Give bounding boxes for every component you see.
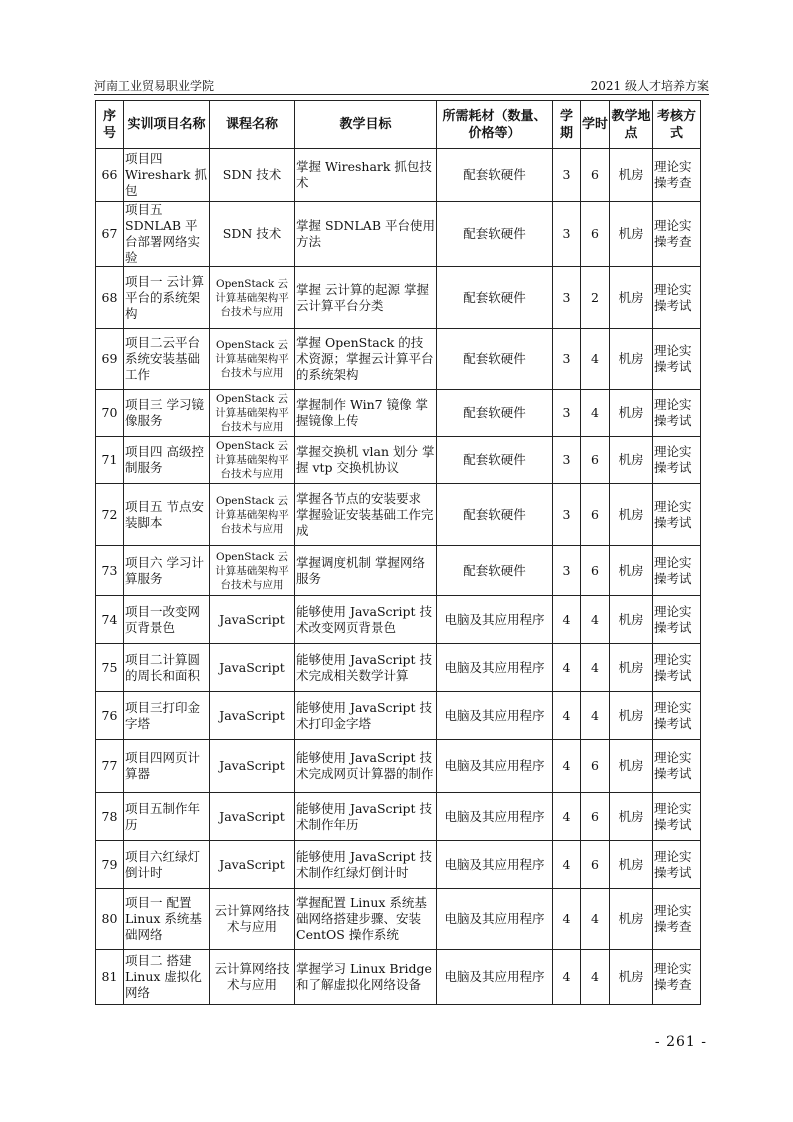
- cell-assessment: 理论实操考查: [653, 202, 701, 267]
- cell-teaching-goal: 能够使用 JavaScript 技术制作红绿灯倒计时: [295, 841, 437, 889]
- page-header: [94, 76, 709, 95]
- cell-row-number: 68: [96, 267, 124, 329]
- cell-project-name: 项目三 学习镜像服务: [124, 390, 210, 437]
- cell-term: 4: [553, 692, 581, 740]
- cell-materials: 电脑及其应用程序: [437, 841, 553, 889]
- cell-materials: 配套软硬件: [437, 437, 553, 484]
- cell-project-name: 项目四 Wireshark 抓包: [124, 149, 210, 202]
- table-header-row: [96, 101, 701, 149]
- cell-assessment: 理论实操考试: [653, 841, 701, 889]
- col-header-place: 教学地点: [610, 101, 653, 149]
- cell-place: 机房: [610, 437, 653, 484]
- cell-materials: 配套软硬件: [437, 390, 553, 437]
- cell-row-number: 78: [96, 793, 124, 841]
- table-row: [96, 390, 701, 437]
- cell-project-name: 项目一 云计算平台的系统架构: [124, 267, 210, 329]
- cell-term: 4: [553, 596, 581, 644]
- table-row: [96, 644, 701, 692]
- cell-teaching-goal: 能够使用 JavaScript 技术改变网页背景色: [295, 596, 437, 644]
- cell-materials: 电脑及其应用程序: [437, 644, 553, 692]
- cell-materials: 电脑及其应用程序: [437, 692, 553, 740]
- col-header-hours: 学时: [581, 101, 610, 149]
- cell-teaching-goal: 掌握交换机 vlan 划分 掌握 vtp 交换机协议: [295, 437, 437, 484]
- cell-place: 机房: [610, 692, 653, 740]
- cell-place: 机房: [610, 267, 653, 329]
- page-number: - 261 -: [654, 1034, 707, 1050]
- cell-hours: 2: [581, 267, 610, 329]
- cell-term: 3: [553, 546, 581, 596]
- col-header-assess: 考核方式: [653, 101, 701, 149]
- cell-assessment: 理论实操考查: [653, 149, 701, 202]
- cell-place: 机房: [610, 390, 653, 437]
- cell-place: 机房: [610, 202, 653, 267]
- cell-teaching-goal: 能够使用 JavaScript 技术完成相关数学计算: [295, 644, 437, 692]
- table-row: [96, 202, 701, 267]
- cell-materials: 配套软硬件: [437, 484, 553, 546]
- cell-project-name: 项目六红绿灯倒计时: [124, 841, 210, 889]
- cell-course-name: JavaScript: [210, 793, 295, 841]
- cell-assessment: 理论实操考试: [653, 692, 701, 740]
- cell-project-name: 项目二云平台系统安装基础工作: [124, 329, 210, 390]
- cell-place: 机房: [610, 740, 653, 793]
- cell-assessment: 理论实操考试: [653, 329, 701, 390]
- cell-term: 4: [553, 644, 581, 692]
- cell-hours: 6: [581, 149, 610, 202]
- cell-materials: 电脑及其应用程序: [437, 740, 553, 793]
- cell-place: 机房: [610, 329, 653, 390]
- cell-row-number: 79: [96, 841, 124, 889]
- cell-project-name: 项目四网页计算器: [124, 740, 210, 793]
- cell-row-number: 75: [96, 644, 124, 692]
- col-header-term: 学期: [553, 101, 581, 149]
- cell-place: 机房: [610, 644, 653, 692]
- cell-teaching-goal: 掌握配置 Linux 系统基础网络搭建步骤、安装 CentOS 操作系统: [295, 889, 437, 950]
- cell-place: 机房: [610, 546, 653, 596]
- cell-place: 机房: [610, 889, 653, 950]
- cell-course-name: SDN 技术: [210, 202, 295, 267]
- cell-term: 4: [553, 841, 581, 889]
- cell-assessment: 理论实操考试: [653, 437, 701, 484]
- table-row: [96, 437, 701, 484]
- col-header-goal: 教学目标: [295, 101, 437, 149]
- cell-assessment: 理论实操考试: [653, 596, 701, 644]
- table-row: [96, 546, 701, 596]
- cell-row-number: 71: [96, 437, 124, 484]
- cell-hours: 4: [581, 889, 610, 950]
- cell-term: 4: [553, 889, 581, 950]
- cell-project-name: 项目五制作年历: [124, 793, 210, 841]
- table-row: [96, 793, 701, 841]
- cell-term: 3: [553, 149, 581, 202]
- table-body: [96, 149, 701, 1005]
- cell-assessment: 理论实操考查: [653, 889, 701, 950]
- cell-row-number: 67: [96, 202, 124, 267]
- cell-teaching-goal: 能够使用 JavaScript 技术完成网页计算器的制作: [295, 740, 437, 793]
- cell-course-name: JavaScript: [210, 596, 295, 644]
- cell-assessment: 理论实操考试: [653, 390, 701, 437]
- cell-hours: 6: [581, 793, 610, 841]
- cell-row-number: 80: [96, 889, 124, 950]
- cell-term: 3: [553, 267, 581, 329]
- cell-hours: 6: [581, 202, 610, 267]
- cell-assessment: 理论实操考试: [653, 546, 701, 596]
- cell-course-name: 云计算网络技术与应用: [210, 950, 295, 1005]
- col-header-material: 所需耗材（数量、价格等）: [437, 101, 553, 149]
- cell-row-number: 66: [96, 149, 124, 202]
- cell-place: 机房: [610, 950, 653, 1005]
- cell-assessment: 理论实操考试: [653, 484, 701, 546]
- col-header-project: 实训项目名称: [124, 101, 210, 149]
- cell-teaching-goal: 掌握 Wireshark 抓包技术: [295, 149, 437, 202]
- cell-teaching-goal: 掌握 SDNLAB 平台使用方法: [295, 202, 437, 267]
- cell-hours: 6: [581, 484, 610, 546]
- cell-course-name: SDN 技术: [210, 149, 295, 202]
- cell-row-number: 73: [96, 546, 124, 596]
- cell-hours: 6: [581, 841, 610, 889]
- cell-course-name: JavaScript: [210, 644, 295, 692]
- table-row: [96, 692, 701, 740]
- cell-project-name: 项目三打印金字塔: [124, 692, 210, 740]
- cell-term: 3: [553, 202, 581, 267]
- cell-hours: 4: [581, 329, 610, 390]
- cell-course-name: OpenStack 云计算基础架构平台技术与应用: [210, 390, 295, 437]
- cell-materials: 配套软硬件: [437, 329, 553, 390]
- cell-term: 3: [553, 437, 581, 484]
- cell-course-name: OpenStack 云计算基础架构平台技术与应用: [210, 484, 295, 546]
- table-row: [96, 267, 701, 329]
- cell-row-number: 72: [96, 484, 124, 546]
- cell-teaching-goal: 掌握学习 Linux Bridge 和了解虚拟化网络设备: [295, 950, 437, 1005]
- cell-term: 4: [553, 950, 581, 1005]
- cell-row-number: 76: [96, 692, 124, 740]
- table-row: [96, 484, 701, 546]
- cell-project-name: 项目五 节点安装脚本: [124, 484, 210, 546]
- cell-materials: 电脑及其应用程序: [437, 889, 553, 950]
- cell-row-number: 81: [96, 950, 124, 1005]
- cell-project-name: 项目四 高级控制服务: [124, 437, 210, 484]
- cell-teaching-goal: 掌握各节点的安装要求 掌握验证安装基础工作完成: [295, 484, 437, 546]
- cell-course-name: OpenStack 云计算基础架构平台技术与应用: [210, 437, 295, 484]
- cell-materials: 配套软硬件: [437, 202, 553, 267]
- cell-place: 机房: [610, 149, 653, 202]
- cell-teaching-goal: 能够使用 JavaScript 技术制作年历: [295, 793, 437, 841]
- cell-place: 机房: [610, 841, 653, 889]
- cell-project-name: 项目一改变网页背景色: [124, 596, 210, 644]
- cell-row-number: 74: [96, 596, 124, 644]
- cell-term: 4: [553, 793, 581, 841]
- cell-teaching-goal: 能够使用 JavaScript 技术打印金字塔: [295, 692, 437, 740]
- header-plan-title: 2021 级人才培养方案: [590, 79, 709, 93]
- cell-assessment: 理论实操考试: [653, 644, 701, 692]
- table-row: [96, 841, 701, 889]
- cell-place: 机房: [610, 596, 653, 644]
- cell-place: 机房: [610, 484, 653, 546]
- cell-teaching-goal: 掌握 云计算的起源 掌握 云计算平台分类: [295, 267, 437, 329]
- cell-course-name: 云计算网络技术与应用: [210, 889, 295, 950]
- cell-course-name: OpenStack 云计算基础架构平台技术与应用: [210, 267, 295, 329]
- cell-row-number: 77: [96, 740, 124, 793]
- cell-teaching-goal: 掌握 OpenStack 的技术资源；掌握云计算平台的系统架构: [295, 329, 437, 390]
- cell-course-name: JavaScript: [210, 692, 295, 740]
- table-row: [96, 950, 701, 1005]
- cell-course-name: JavaScript: [210, 841, 295, 889]
- table-row: [96, 889, 701, 950]
- cell-hours: 4: [581, 692, 610, 740]
- table-row: [96, 740, 701, 793]
- cell-project-name: 项目一 配置 Linux 系统基础网络: [124, 889, 210, 950]
- cell-assessment: 理论实操考试: [653, 740, 701, 793]
- cell-term: 3: [553, 329, 581, 390]
- cell-teaching-goal: 掌握制作 Win7 镜像 掌握镜像上传: [295, 390, 437, 437]
- cell-project-name: 项目五 SDNLAB 平台部署网络实验: [124, 202, 210, 267]
- cell-course-name: JavaScript: [210, 740, 295, 793]
- cell-project-name: 项目二 搭建 Linux 虚拟化网络: [124, 950, 210, 1005]
- training-project-table: [95, 100, 701, 1005]
- cell-row-number: 69: [96, 329, 124, 390]
- cell-hours: 4: [581, 950, 610, 1005]
- table-row: [96, 329, 701, 390]
- cell-hours: 4: [581, 390, 610, 437]
- cell-assessment: 理论实操考试: [653, 267, 701, 329]
- cell-hours: 4: [581, 596, 610, 644]
- cell-materials: 配套软硬件: [437, 546, 553, 596]
- cell-row-number: 70: [96, 390, 124, 437]
- cell-materials: 电脑及其应用程序: [437, 596, 553, 644]
- col-header-course: 课程名称: [210, 101, 295, 149]
- cell-course-name: OpenStack 云计算基础架构平台技术与应用: [210, 546, 295, 596]
- cell-term: 3: [553, 390, 581, 437]
- cell-materials: 电脑及其应用程序: [437, 793, 553, 841]
- header-school-name: 河南工业贸易职业学院: [94, 79, 215, 93]
- cell-hours: 4: [581, 644, 610, 692]
- cell-place: 机房: [610, 793, 653, 841]
- cell-hours: 6: [581, 546, 610, 596]
- cell-materials: 电脑及其应用程序: [437, 950, 553, 1005]
- col-header-no: 序号: [96, 101, 124, 149]
- cell-hours: 6: [581, 437, 610, 484]
- cell-project-name: 项目六 学习计算服务: [124, 546, 210, 596]
- cell-materials: 配套软硬件: [437, 267, 553, 329]
- cell-assessment: 理论实操考查: [653, 950, 701, 1005]
- cell-hours: 6: [581, 740, 610, 793]
- cell-term: 3: [553, 484, 581, 546]
- cell-project-name: 项目二计算圆的周长和面积: [124, 644, 210, 692]
- cell-course-name: OpenStack 云计算基础架构平台技术与应用: [210, 329, 295, 390]
- table-row: [96, 596, 701, 644]
- cell-teaching-goal: 掌握调度机制 掌握网络服务: [295, 546, 437, 596]
- cell-materials: 配套软硬件: [437, 149, 553, 202]
- cell-term: 4: [553, 740, 581, 793]
- table-row: [96, 149, 701, 202]
- cell-assessment: 理论实操考试: [653, 793, 701, 841]
